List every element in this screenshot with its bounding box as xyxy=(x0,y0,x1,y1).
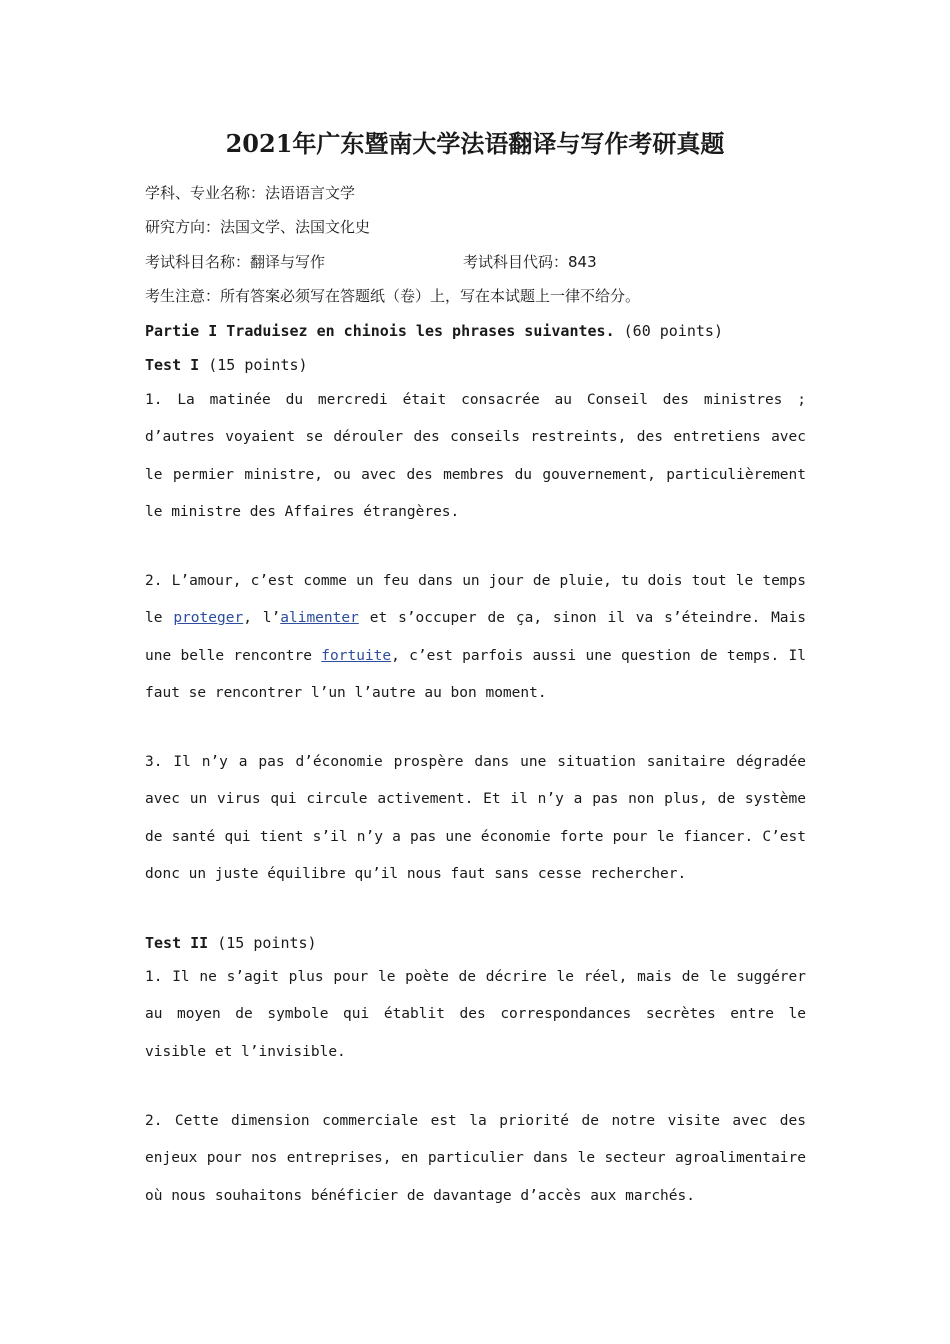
test2-heading xyxy=(145,933,317,953)
course-line xyxy=(145,252,597,272)
test1-paragraph-2 xyxy=(145,563,806,712)
test2-paragraph-1: 1. Il ne s’agit plus pour le poète de décrire le réel, mais de le suggérer au moyen de symbole qui établit des correspondances secrètes entre le visible et l’invisible. xyxy=(145,969,806,1060)
text-segment: , c’est parfois aussi une question de temps. Il faut se rencontrer l’un l’autre au bon moment. xyxy=(145,647,806,701)
test2-title: Test II xyxy=(145,934,209,952)
test2-paragraph-2: 2. Cette dimension commerciale est la priorité de notre visite avec des enjeux pour nos entreprises, en particulier dans le secteur agroalimentaire où nous souhaitons bénéficier de davantage d’accès aux marchés. xyxy=(145,1113,806,1204)
part1-heading xyxy=(145,321,723,341)
link-fortuite[interactable]: fortuite xyxy=(321,647,392,664)
subject-line: 学科、专业名称：法语语言文学 xyxy=(145,184,356,202)
text-segment: 2. L’amour, c’est comme un feu dans un jour de pluie, tu dois tout le temps le xyxy=(145,573,806,627)
test1-heading xyxy=(145,355,308,375)
course-code: 考试科目代码：843 xyxy=(463,253,597,271)
page-title: 2021年广东暨南大学法语翻译与写作考研真题 xyxy=(225,129,725,158)
link-alimenter[interactable]: alimenter xyxy=(280,610,359,627)
test1-paragraph-3: 3. Il n’y a pas d’économie prospère dans une situation sanitaire dégradée avec un virus qui circule activement. Et il n’y a pas non plus, de système de santé qui tient s’il n’y a pas une économie forte pour le fiancer. C’est donc un juste équilibre qu’il nous faut sans cesse rechercher. xyxy=(145,754,806,882)
notice-line: 考生注意：所有答案必须写在答题纸（卷）上，写在本试题上一律不给分。 xyxy=(145,287,641,305)
test2-points: (15 points) xyxy=(217,934,317,952)
direction-line: 研究方向：法国文学、法国文化史 xyxy=(145,218,371,236)
text-segment: et s’occuper de ça, sinon il va s’éteindre. Mais une belle rencontre xyxy=(145,610,806,664)
part1-title: Partie I Traduisez en chinois les phrases suivantes. xyxy=(145,322,615,340)
test1-title: Test I xyxy=(145,356,200,374)
part1-points: (60 points) xyxy=(623,322,723,340)
test1-paragraph-1: 1. La matinée du mercredi était consacrée au Conseil des ministres ; d’autres voyaient se dérouler des conseils restreints, des entretiens avec le permier ministre, ou avec des membres du gouvernement, particulièrement le ministre des Affaires étrangères. xyxy=(145,392,806,520)
text-segment: , l’ xyxy=(243,610,281,627)
link-proteger[interactable]: proteger xyxy=(173,610,244,627)
course-name: 考试科目名称：翻译与写作 xyxy=(145,253,326,271)
test1-points: (15 points) xyxy=(208,356,308,374)
